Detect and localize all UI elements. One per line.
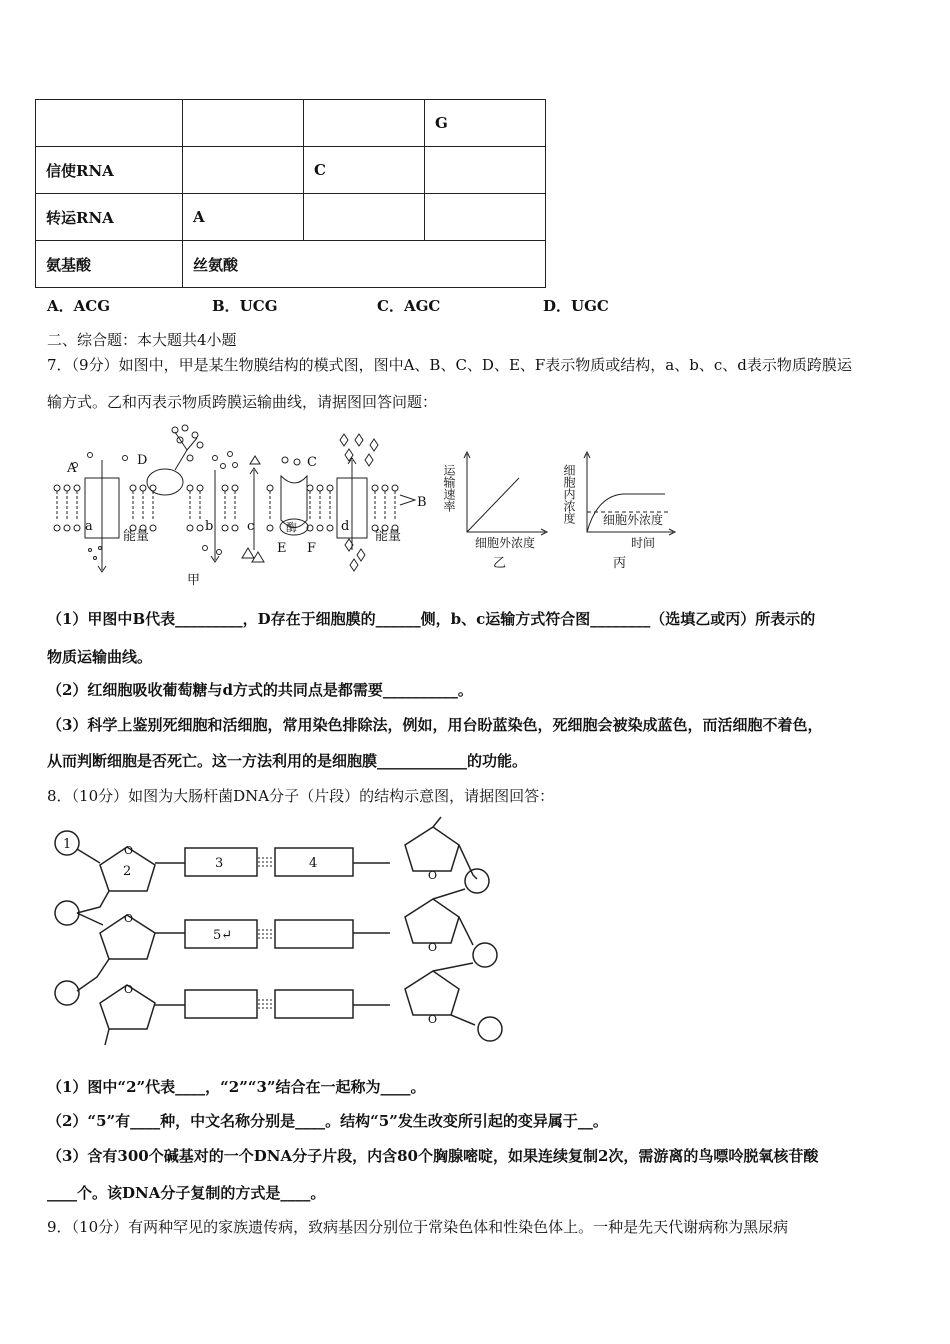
label-energy: 能量 [375, 529, 402, 544]
label-C: C [307, 455, 317, 470]
q7-part3-line1: （3）科学上鉴别死细胞和活细胞，常用染色排除法，例如，用台盼蓝染色，死细胞会被染成蓝色，而活细胞不着色， [47, 716, 823, 734]
table-cell: 转运RNA [36, 194, 183, 241]
figure-caption-yi: 乙 [493, 556, 507, 571]
label-a: a [85, 519, 93, 534]
phosphate-circle [473, 943, 497, 967]
base-box [275, 920, 353, 948]
table-cell: G [425, 100, 546, 147]
label-4: 4 [309, 856, 318, 871]
label-o: O [124, 983, 134, 996]
bing-dash-label: 细胞外浓度 [603, 513, 664, 527]
table-cell [183, 147, 304, 194]
label-5: 5↵ [213, 928, 233, 943]
table-row [36, 194, 546, 241]
label-A: A [67, 461, 77, 476]
q7-part1-line1: （1）甲图中B代表_________，D存在于细胞膜的______侧，b、c运输方式符合图________（选填乙或丙）所表示的 [47, 610, 816, 628]
phosphate-circle [55, 981, 79, 1005]
table-cell: 丝氨酸 [183, 241, 546, 288]
phosphate-circle [478, 1017, 502, 1041]
label-energy: 能量 [123, 529, 150, 544]
label-c: c [247, 519, 255, 534]
q8-part3-line2: ____个。该DNA分子复制的方式是____。 [47, 1184, 326, 1202]
label-o: O [428, 1013, 438, 1026]
q7-stem-line1: 7．（9分）如图中，甲是某生物膜结构的模式图，图中A、B、C、D、E、F表示物质或结构，a、b、c、d表示物质跨膜运 [47, 356, 852, 374]
label-F: F [307, 541, 317, 556]
yi-y-label: 运输速率 [442, 464, 456, 512]
label-o: O [124, 912, 134, 925]
label-d: d [341, 519, 350, 534]
carrier-protein [281, 476, 307, 528]
label-3: 3 [215, 856, 224, 871]
label-o: O [428, 941, 438, 954]
table-cell [36, 100, 183, 147]
base-box [185, 990, 257, 1018]
q7-part1-line2: 物质运输曲线。 [47, 648, 153, 666]
table-cell: 信使RNA [36, 147, 183, 194]
table-row [36, 147, 546, 194]
graph-yi [442, 450, 555, 571]
q7-stem-line2: 输方式。乙和丙表示物质跨膜运输曲线，请据图回答问题： [47, 393, 438, 411]
phosphate-circle [55, 901, 79, 925]
label-o: O [124, 844, 134, 857]
table-cell [425, 147, 546, 194]
label-2: 2 [123, 864, 132, 879]
option-c: C．AGC [377, 297, 441, 315]
option-d: D．UGC [543, 297, 609, 315]
base-box [275, 990, 353, 1018]
q9-stem: 9．（10分）有两种罕见的家族遗传病，致病基因分别位于常染色体和性染色体上。一种是先天代谢病称为黑尿病 [47, 1218, 789, 1236]
yi-x-label: 细胞外浓度 [475, 536, 536, 550]
q8-part2: （2）“5”有____种，中文名称分别是____。结构“5”发生改变所引起的变异属于__。 [47, 1112, 608, 1130]
label-b: b [205, 519, 214, 534]
label-enzyme: 酶 [286, 521, 297, 534]
linear-curve [467, 478, 519, 532]
graph-bing [562, 450, 685, 571]
membrane-figure [45, 420, 430, 590]
option-a: A．ACG [47, 297, 111, 315]
table-cell [183, 100, 304, 147]
table-cell: 氨基酸 [36, 241, 183, 288]
table-cell: A [183, 194, 304, 241]
table-row [36, 100, 546, 147]
codon-table [35, 99, 546, 288]
q8-part1: （1）图中“2”代表____，“2”“3”结合在一起称为____。 [47, 1078, 426, 1096]
q7-part2: （2）红细胞吸收葡萄糖与d方式的共同点是都需要__________。 [47, 681, 473, 699]
deoxyribose [405, 899, 459, 943]
q8-stem: 8．（10分）如图为大肠杆菌DNA分子（片段）的结构示意图，请据图回答： [47, 787, 555, 805]
section-heading: 二、综合题：本大题共4小题 [47, 331, 237, 349]
glycoprotein [147, 469, 183, 495]
bing-y-label: 细胞内浓度 [562, 464, 576, 524]
figure-caption-jia: 甲 [187, 573, 201, 588]
label-E: E [277, 541, 287, 556]
label-B: B [417, 495, 427, 510]
label-D: D [137, 453, 148, 468]
q7-part3-line2: 从而判断细胞是否死亡。这一方法利用的是细胞膜____________的功能。 [47, 752, 528, 770]
bing-x-label: 时间 [631, 536, 656, 550]
dna-figure [45, 815, 515, 1050]
phosphate-circle [465, 869, 489, 893]
table-cell [425, 194, 546, 241]
label-1: 1 [63, 837, 72, 852]
figure-caption-bing: 丙 [613, 556, 627, 571]
deoxyribose [405, 971, 459, 1015]
label-o: O [428, 869, 438, 882]
option-b: B．UCG [212, 297, 278, 315]
table-row [36, 241, 546, 288]
q8-part3-line1: （3）含有300个碱基对的一个DNA分子片段，内含80个胸腺嘧啶，如果连续复制2次，需游离的鸟嘌呤脱氧核苷酸 [47, 1147, 819, 1165]
table-cell: C [304, 147, 425, 194]
table-cell [304, 100, 425, 147]
deoxyribose [405, 827, 459, 871]
table-cell [304, 194, 425, 241]
